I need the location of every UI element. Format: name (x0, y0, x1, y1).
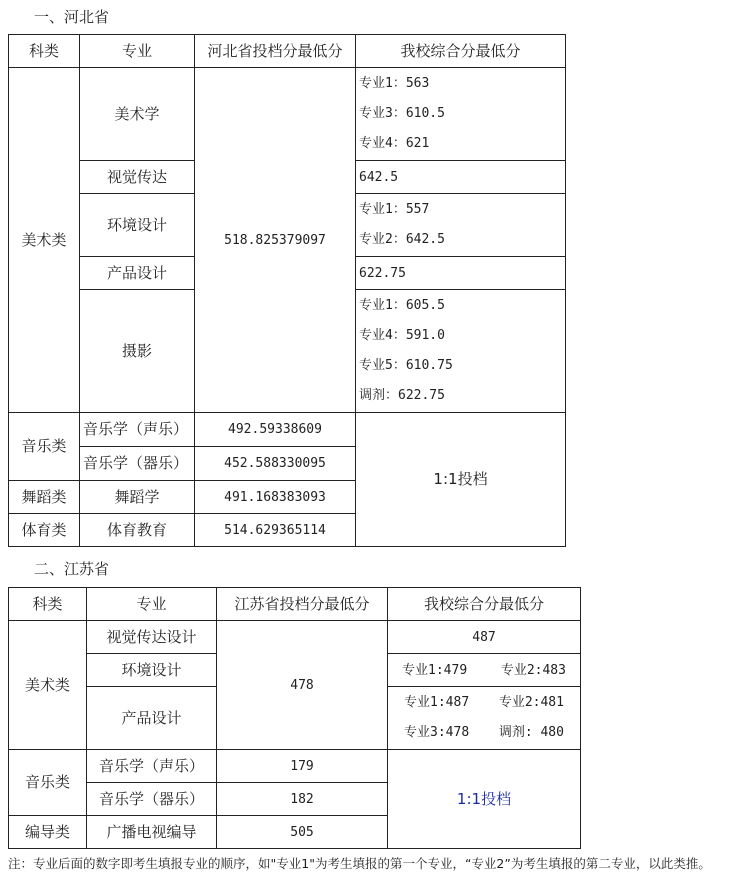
major-cell: 舞蹈学 (80, 481, 195, 514)
major-cell: 环境设计 (87, 654, 217, 687)
score-line: 专业1：557 (359, 202, 430, 217)
score-cell (388, 654, 581, 687)
threshold-cell: 514.629365114 (195, 514, 356, 547)
major-cell: 产品设计 (80, 257, 195, 290)
header-province-min: 江苏省投档分最低分 (217, 588, 388, 621)
score-cell (388, 687, 581, 750)
score-line: 调剂: 480 (498, 725, 564, 740)
threshold-cell: 478 (217, 621, 388, 750)
score-cell (356, 194, 566, 257)
score-line-group (404, 688, 564, 718)
category-cell: 音乐类 (9, 413, 80, 481)
jiangsu-table (8, 587, 581, 849)
category-cell: 美术类 (9, 621, 87, 750)
major-cell: 产品设计 (87, 687, 217, 750)
section1-heading: 一、河北省 (34, 8, 110, 26)
score-cell: 622.75 (356, 257, 566, 290)
category-cell: 美术类 (9, 68, 80, 413)
ratio-cell: 1:1投档 (356, 413, 566, 547)
major-cell: 视觉传达设计 (87, 621, 217, 654)
score-line: 调剂：622.75 (359, 388, 445, 403)
score-line: 专业1:487 (404, 695, 470, 710)
major-cell: 音乐学（声乐） (87, 750, 217, 783)
hebei-table (8, 34, 566, 547)
score-line: 专业2：642.5 (359, 232, 445, 247)
score-line: 专业4：591.0 (359, 328, 445, 343)
threshold-cell: 182 (217, 783, 388, 816)
major-cell: 音乐学（声乐） (80, 413, 195, 447)
table-row (9, 413, 566, 447)
table-row (9, 621, 581, 654)
table-header-row (9, 588, 581, 621)
header-category: 科类 (9, 35, 80, 68)
major-cell: 环境设计 (80, 194, 195, 257)
header-category: 科类 (9, 588, 87, 621)
major-cell: 音乐学（器乐） (87, 783, 217, 816)
category-cell: 音乐类 (9, 750, 87, 816)
score-cell (356, 68, 566, 161)
score-cell (356, 290, 566, 413)
table-row (9, 750, 581, 783)
score-line: 专业3:478 (404, 725, 470, 740)
score-line: 专业1：605.5 (359, 298, 445, 313)
category-cell: 编导类 (9, 816, 87, 849)
category-cell: 舞蹈类 (9, 481, 80, 514)
section2-heading: 二、江苏省 (34, 560, 110, 578)
score-line: 专业1:479 (402, 662, 468, 678)
category-cell: 体育类 (9, 514, 80, 547)
threshold-cell: 452.588330095 (195, 447, 356, 481)
major-cell: 视觉传达 (80, 161, 195, 194)
ratio-cell: 1:1投档 (388, 750, 581, 849)
score-line: 专业2:481 (498, 695, 564, 710)
threshold-cell: 505 (217, 816, 388, 849)
header-major: 专业 (87, 588, 217, 621)
threshold-cell: 491.168383093 (195, 481, 356, 514)
threshold-cell: 179 (217, 750, 388, 783)
header-school-min: 我校综合分最低分 (388, 588, 581, 621)
score-line-group (404, 718, 564, 748)
header-school-min: 我校综合分最低分 (356, 35, 566, 68)
threshold-cell: 492.59338609 (195, 413, 356, 447)
score-cell: 642.5 (356, 161, 566, 194)
major-cell: 体育教育 (80, 514, 195, 547)
header-major: 专业 (80, 35, 195, 68)
major-cell: 摄影 (80, 290, 195, 413)
threshold-cell: 518.825379097 (195, 68, 356, 413)
score-line: 专业1：563 (359, 76, 430, 91)
score-line: 专业5：610.75 (359, 358, 453, 373)
table-header-row (9, 35, 566, 68)
major-cell: 音乐学（器乐） (80, 447, 195, 481)
score-line: 专业2:483 (500, 662, 566, 678)
header-province-min: 河北省投档分最低分 (195, 35, 356, 68)
score-cell: 487 (388, 621, 581, 654)
table-row (9, 68, 566, 161)
major-cell: 广播电视编导 (87, 816, 217, 849)
footnote: 注：专业后面的数字即考生填报专业的顺序，如"专业1"为考生填报的第一个专业，“专业2”为考生填报的第二专业，以此类推。 (8, 856, 711, 871)
major-cell: 美术学 (80, 68, 195, 161)
score-line: 专业4：621 (359, 136, 430, 151)
score-line: 专业3：610.5 (359, 106, 445, 121)
